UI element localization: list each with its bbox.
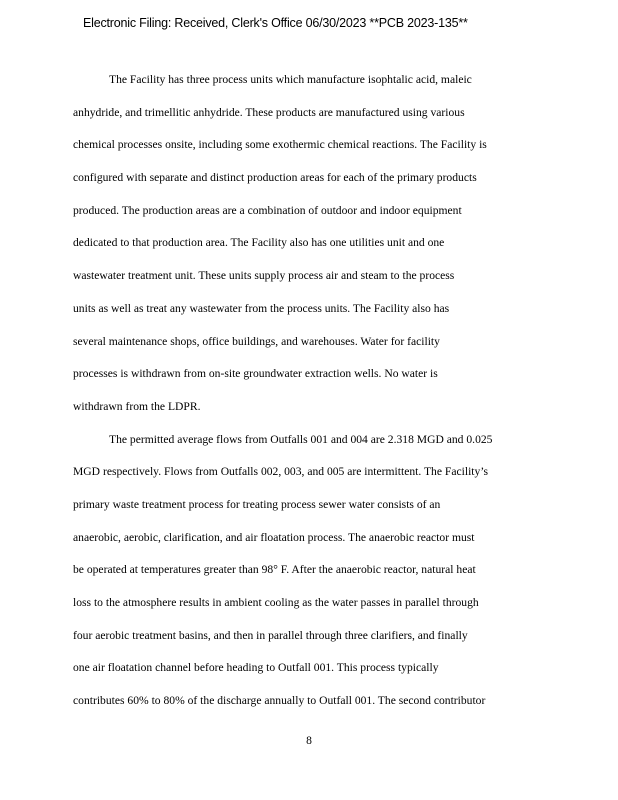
text-line: MGD respectively. Flows from Outfalls 002, 003, and 005 are intermittent. The Facility’s [73, 465, 489, 479]
text-line: be operated at temperatures greater than 98° F. After the anaerobic reactor, natural heat [73, 563, 476, 577]
text-line: several maintenance shops, office buildings, and warehouses. Water for facility [73, 334, 440, 348]
text-line: withdrawn from the LDPR. [73, 399, 201, 413]
text-line: produced. The production areas are a combination of outdoor and indoor equipment [73, 203, 462, 217]
text-line: processes is withdrawn from on-site groundwater extraction wells. No water is [73, 367, 438, 381]
text-line: The permitted average flows from Outfalls 001 and 004 are 2.318 MGD and 0.025 [109, 432, 493, 446]
paragraph-outfall-flows [73, 432, 543, 726]
text-line: units as well as treat any wastewater from the process units. The Facility also has [73, 301, 450, 315]
text-line: loss to the atmosphere results in ambient cooling as the water passes in parallel through [73, 596, 479, 609]
text-line: chemical processes onsite, including some exothermic chemical reactions. The Facility is [73, 138, 487, 152]
text-line: The Facility has three process units which manufacture isophtalic acid, maleic [109, 73, 472, 86]
text-line: anhydride, and trimellitic anhydride. These products are manufactured using various [73, 105, 465, 119]
document-body [73, 72, 543, 726]
text-line: wastewater treatment unit. These units supply process air and steam to the process [73, 269, 455, 283]
text-line: contributes 60% to 80% of the discharge annually to Outfall 001. The second contributor [73, 694, 486, 708]
text-line: dedicated to that production area. The Facility also has one utilities unit and one [73, 236, 445, 250]
electronic-filing-header: Electronic Filing: Received, Clerk's Office 06/30/2023 **PCB 2023-135** [83, 16, 468, 30]
text-line: configured with separate and distinct production areas for each of the primary products [73, 171, 477, 185]
text-line: primary waste treatment process for treating process sewer water consists of an [73, 497, 441, 511]
text-line: four aerobic treatment basins, and then in parallel through three clarifiers, and finally [73, 628, 468, 642]
text-line: anaerobic, aerobic, clarification, and air floatation process. The anaerobic reactor must [73, 530, 475, 544]
text-line: one air floatation channel before heading to Outfall 001. This process typically [73, 661, 439, 675]
page-number: 8 [306, 734, 312, 747]
paragraph-facility-description [73, 72, 543, 432]
